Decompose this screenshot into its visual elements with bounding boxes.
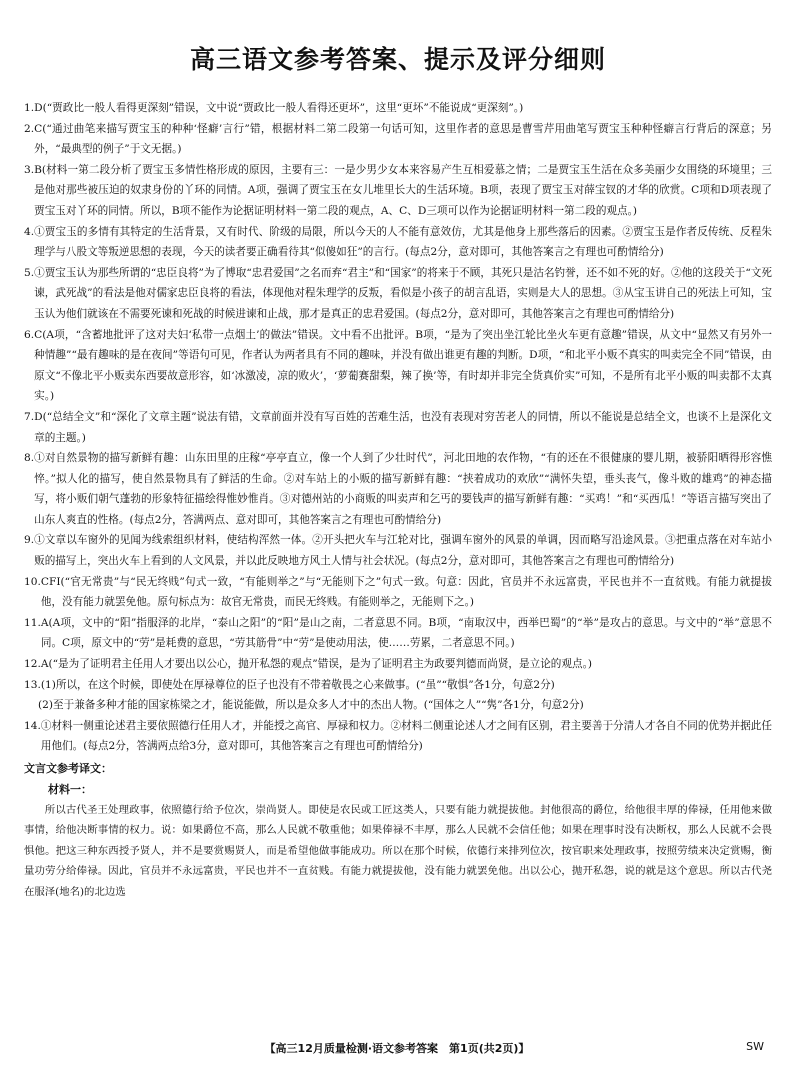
material-label: 材料一： — [48, 783, 92, 796]
answer-number: 4. — [24, 225, 35, 238]
answer-text: A(“是为了证明君主任用人才要出以公心，抛开私怨的观点”错误，是为了证明君主为政要判德而尚贤，是立论的观点。) — [40, 658, 592, 671]
answer-item — [24, 613, 772, 654]
answer-text: ①对自然景物的描写新鲜有趣：山东田里的庄稼“亭亭直立，像一个人到了少壮时代”，河北田地的农作物，“有的还在不很健康的婴儿期，被骄阳晒得形容憔悴。”拟人化的描写，使自然景物具有了鲜活的生命。②对车站上的小贩的描写新鲜有趣：“挟着成功的欢欣”“满怀失望，垂头丧气，像斗败的雄鸡”的神态描写，将小贩们朝气蓬勃的形象特征描绘得惟妙惟肖。③对德州站的小商贩的叫卖声和乞丐的要钱声的描写新鲜有趣：“买鸡！”和“买西瓜！”等语言描写突出了山东人爽直的性格。(每点2分，答满两点、意对即可，其他答案言之有理也可酌情给分) — [34, 452, 772, 526]
answer-text: ①贾宝玉的多情有其特定的生活背景，又有时代、阶级的局限，所以今天的人不能有意效仿，尤其是他身上那些落后的因素。②贾宝玉是作者反传统、反程朱理学与八股文等叛逆思想的表现，今天的读者要正确看待其“似傻如狂”的言行。(每点2分，意对即可，其他答案言之有理也可酌情给分) — [34, 225, 772, 259]
answer-number: 11. — [24, 616, 41, 629]
answer-number: 14. — [24, 719, 41, 732]
answer-item — [24, 119, 772, 160]
answer-item — [24, 654, 772, 675]
answer-number: 3. — [24, 163, 35, 176]
answer-text: (2)至于兼备多种才能的国家栋梁之才，能说能做，所以是众多人才中的杰出人物。(“国体之人”“隽”各1分，句意2分) — [38, 699, 584, 712]
answer-text: (1)所以，在这个时候，即使处在厚禄尊位的臣子也没有不带着敬畏之心来做事。(“虽”“敬惧”各1分，句意2分) — [40, 678, 555, 691]
answer-item — [24, 716, 772, 757]
answer-number: 13. — [24, 678, 41, 691]
answer-item — [24, 675, 772, 696]
translation-heading: 文言文参考译文： — [24, 762, 112, 775]
answer-item — [24, 160, 772, 222]
answer-item — [24, 325, 772, 407]
answer-text: CFI(“官无常贵”与“民无终贱”句式一致，“有能则举之”与“无能则下之”句式一致。句意：因此，官员并不永远富贵，平民也并不一直贫贱。有能力就提拔他，没有能力就罢免他。原句标点为：故官无常贵，而民无终贱。有能则举之，无能则下之。) — [40, 575, 772, 609]
answer-number: 8. — [24, 452, 35, 465]
answer-text: A(A项，文中的“阳”指服泽的北岸，“泰山之阳”的“阳”是山之南，二者意思不同。B项，“南取汉中，西举巴蜀”的“举”是攻占的意思。与文中的“举”意思不同。C项，原文中的“劳”是耗费的意思，“劳其筋骨”中“劳”是使动用法，使……劳累，二者意思不同。) — [40, 616, 772, 650]
translation-paragraph: 所以古代圣王处理政事，依照德行给予位次，崇尚贤人。即使是农民或工匠这类人，只要有能力就提拔他。封他很高的爵位，给他很丰厚的俸禄，任用他来做事情，给他决断事情的权力。说：如果爵位不高，那么人民就不敬重他；如果俸禄不丰厚，那么人民就不会信任他；如果在理事时没有决断权，那么人民就不会畏惧他。把这三种东西授予贤人，并不是要赏赐贤人，而是希望他做事能成功。所以在那个时候，依德行来排列位次，按官职来处理政事，按照劳绩来决定赏赐，衡量功劳分给俸禄。因此，官员并不永远富贵，平民也并不一直贫贱。有能力就提拔他，没有能力就罢免他。出以公心，抛开私怨，说的就是这个意思。所以古代尧在服泽(地名)的北边选 — [24, 804, 772, 898]
answer-text: D(“总结全文”和“深化了文章主题”说法有错，文章前面并没有写百姓的苦难生活，也没有表现对穷苦老人的同情，所以不能说是总结全文，也谈不上是深化文章的主题。) — [34, 410, 772, 444]
answer-item — [24, 263, 772, 325]
answer-number: 7. — [24, 410, 35, 423]
page-footer: 【高三12月质量检测·语文参考答案 第1页(共2页)】 — [264, 1042, 530, 1055]
answer-number: 10. — [24, 575, 41, 588]
answer-number: 6. — [24, 328, 35, 341]
answer-text: B(材料一第二段分析了贾宝玉多情性格形成的原因，主要有三：一是少男少女本来容易产生互相爱慕之情；二是贾宝玉生活在众多美丽少女围绕的环境里；三是他对那些被压迫的奴隶身份的丫环的同情。A项，强调了贾宝玉在女儿堆里长大的生活环境。B项，表现了贾宝玉对薛宝钗的才华的欣赏。C项和D项表现了贾宝玉对丫环的同情。所以，B项不能作为论据证明材料一第二段的观点，A、C、D三项可以作为论据证明材料一第二段的观点。) — [34, 163, 772, 217]
answer-item — [24, 695, 772, 716]
answer-item — [24, 222, 772, 263]
footer-code: SW — [746, 1040, 764, 1053]
answer-text: D(“贾政比一般人看得更深刻”错误，文中说“贾政比一般人看得还更坏”，这里“更坏”不能说成“更深刻”。) — [34, 102, 524, 114]
answer-item — [24, 448, 772, 530]
answer-text: ①文章以车窗外的见闻为线索组织材料，使结构浑然一体。②开头把火车与江轮对比，强调车窗外的风景的单调，因而略写沿途风景。③把重点落在对车站小贩的描写上，突出火车上看到的人文风景，并以此反映地方风土人情与社会状况。(每点2分，意对即可，其他答案言之有理也可酌情给分) — [34, 534, 772, 568]
page-title: 高三语文参考答案、提示及评分细则 — [189, 45, 606, 74]
answer-text: C(A项，“含蓄地批评了这对夫妇‘私带一点烟土’的做法”错误。文中看不出批评。B项，“是为了突出坐江轮比坐火车更有意趣”错误，从文中“显然又有另外一种情趣”“最有趣味的是在夜间”等语句可见，作者认为两者具有不同的趣味，并没有做出谁更有趣的判断。D项，“和北平小贩不真实的叫卖完全不同”错误，由原文“不像北平小贩卖东西要故意形容，如‘冰激凌，凉的败火’，‘萝葡赛甜梨，辣了换’等，有时却并非完全货真价实”可知，不是所有北平小贩的叫卖都不太真实。) — [34, 328, 772, 403]
answer-number: 9. — [24, 534, 35, 547]
answer-text: ①材料一侧重论述君主要依照德行任用人才，并能授之高官、厚禄和权力。②材料二侧重论述人才之间有区别，君主要善于分清人才各自不同的优势并据此任用他们。(每点2分，答满两点给3分，意对即可，其他答案言之有理也可酌情给分) — [40, 719, 772, 753]
answer-item — [24, 572, 772, 613]
answer-number: 5. — [24, 266, 35, 279]
answer-item — [24, 407, 772, 448]
answer-number: 12. — [24, 658, 41, 671]
answer-item — [24, 530, 772, 571]
answer-text: C(“通过曲笔来描写贾宝玉的种种‘怪癖’言行”错，根据材料二第二段第一句话可知，这里作者的意思是曹雪芹用曲笔写贾宝玉种种怪癖言行背后的深意；另外，“最典型的例子”于文无据。) — [34, 122, 772, 156]
answer-number: 2. — [24, 122, 35, 135]
answer-item — [24, 98, 772, 119]
answer-number: 1. — [24, 102, 35, 114]
answer-list — [24, 98, 772, 757]
answer-text: ①贾宝玉认为那些所谓的“忠臣良将”为了博取“忠君爱国”之名而弃“君主”和“国家”的将来于不顾，其死只是沽名钓誉，还不如不死的好。②他的这段关于“文死谏，武死战”的看法是他对儒家忠臣良将的看法，体现他对程朱理学的反叛，看似是小孩子的胡言乱语，实则是大人的思想。③从宝玉讲自己的死法上可知，宝玉认为他们就该在不需要死谏和死战的时候进谏和止战，那才是真正的忠君爱国。(每点2分，意对即可，其他答案言之有理也可酌情给分) — [34, 266, 772, 320]
